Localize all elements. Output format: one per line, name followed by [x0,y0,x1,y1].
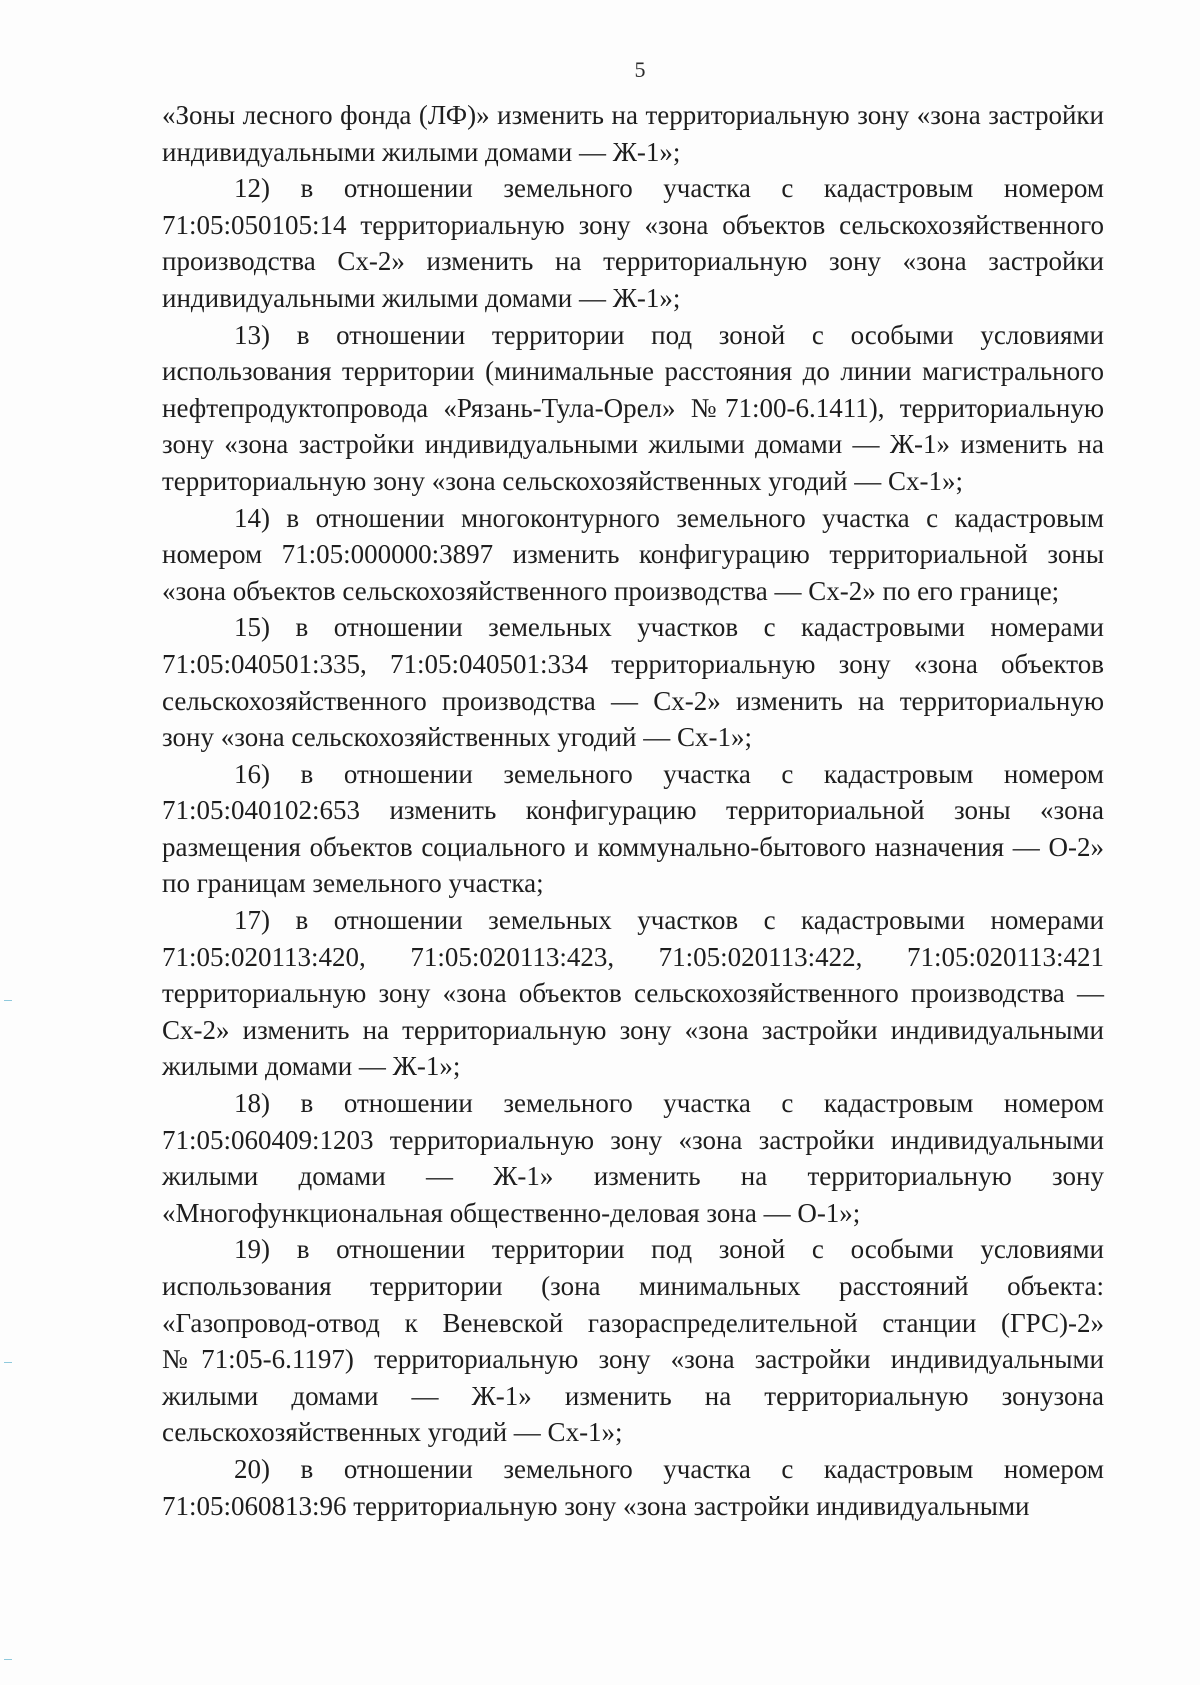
scan-margin-mark [4,1362,12,1363]
document-body [162,97,1104,1524]
page-number: 5 [634,57,646,82]
paragraph-16: 16) в отношении земельного участка с кадастровым номером 71:05:040102:653 изменить конфигурацию территориальной зоны «зона размещения объектов социального и коммунально-бытового назначения — О-2» по границам земельного участка; [162,758,1104,899]
scan-margin-mark [4,1659,12,1660]
paragraph-20: 20) в отношении земельного участка с кадастровым номером 71:05:060813:96 территориальную зону «зона застройки индивидуальными [162,1453,1104,1521]
paragraph-14: 14) в отношении многоконтурного земельного участка с кадастровым номером 71:05:000000:3897 изменить конфигурацию территориальной зоны «зона объектов сельскохозяйственного производства — Сх-2» по его границе; [162,502,1104,606]
paragraph-19: 19) в отношении территории под зоной с особыми условиями использования территории (зона минимальных расстояний объекта: «Газопровод-отвод к Веневской газораспределительной станции (ГРС)-2» №71:05-6.1197) территориальную зону «зона застройки индивидуальными жилыми домами — Ж-1» изменить на территориальную зонузона сельскохозяйственных угодий — Сх-1»; [162,1234,1104,1448]
paragraph-12: 12) в отношении земельного участка с кадастровым номером 71:05:050105:14 территориальную зону «зона объектов сельскохозяйственного производства Сх-2» изменить на территориальную зону «зона застройки индивидуальными жилыми домами — Ж-1»; [162,173,1104,313]
paragraph-11-continuation: «Зоны лесного фонда (ЛФ)» изменить на территориальную зону «зона застройки индивидуальными жилыми домами — Ж-1»; [162,100,1104,167]
paragraph-13: 13) в отношении территории под зоной с особыми условиями использования территории (минимальные расстояния до линии магистрального нефтепродуктопровода «Рязань-Тула-Орел» №71:00-6.1411), территориальную зону «зона застройки индивидуальными жилыми домами — Ж-1» изменить на территориальную зону «зона сельскохозяйственных угодий — Сх-1»; [162,319,1104,496]
paragraph-17: 17) в отношении земельных участков с кадастровыми номерами 71:05:020113:420, 71:05:020113:423, 71:05:020113:422, 71:05:020113:421 территориальную зону «зона объектов сельскохозяйственного производства — Сх-2» изменить на территориальную зону «зона застройки индивидуальными жилыми домами — Ж-1»; [162,905,1104,1082]
scan-margin-mark [4,1000,12,1001]
paragraph-18: 18) в отношении земельного участка с кадастровым номером 71:05:060409:1203 территориальную зону «зона застройки индивидуальными жилыми домами — Ж-1» изменить на территориальную зону «Многофункциональная общественно-деловая зона — О-1»; [162,1088,1104,1228]
paragraph-15: 15) в отношении земельных участков с кадастровыми номерами 71:05:040501:335, 71:05:040501:334 территориальную зону «зона объектов сельскохозяйственного производства — Сх-2» изменить на территориальную зону «зона сельскохозяйственных угодий — Сх-1»; [162,612,1104,753]
